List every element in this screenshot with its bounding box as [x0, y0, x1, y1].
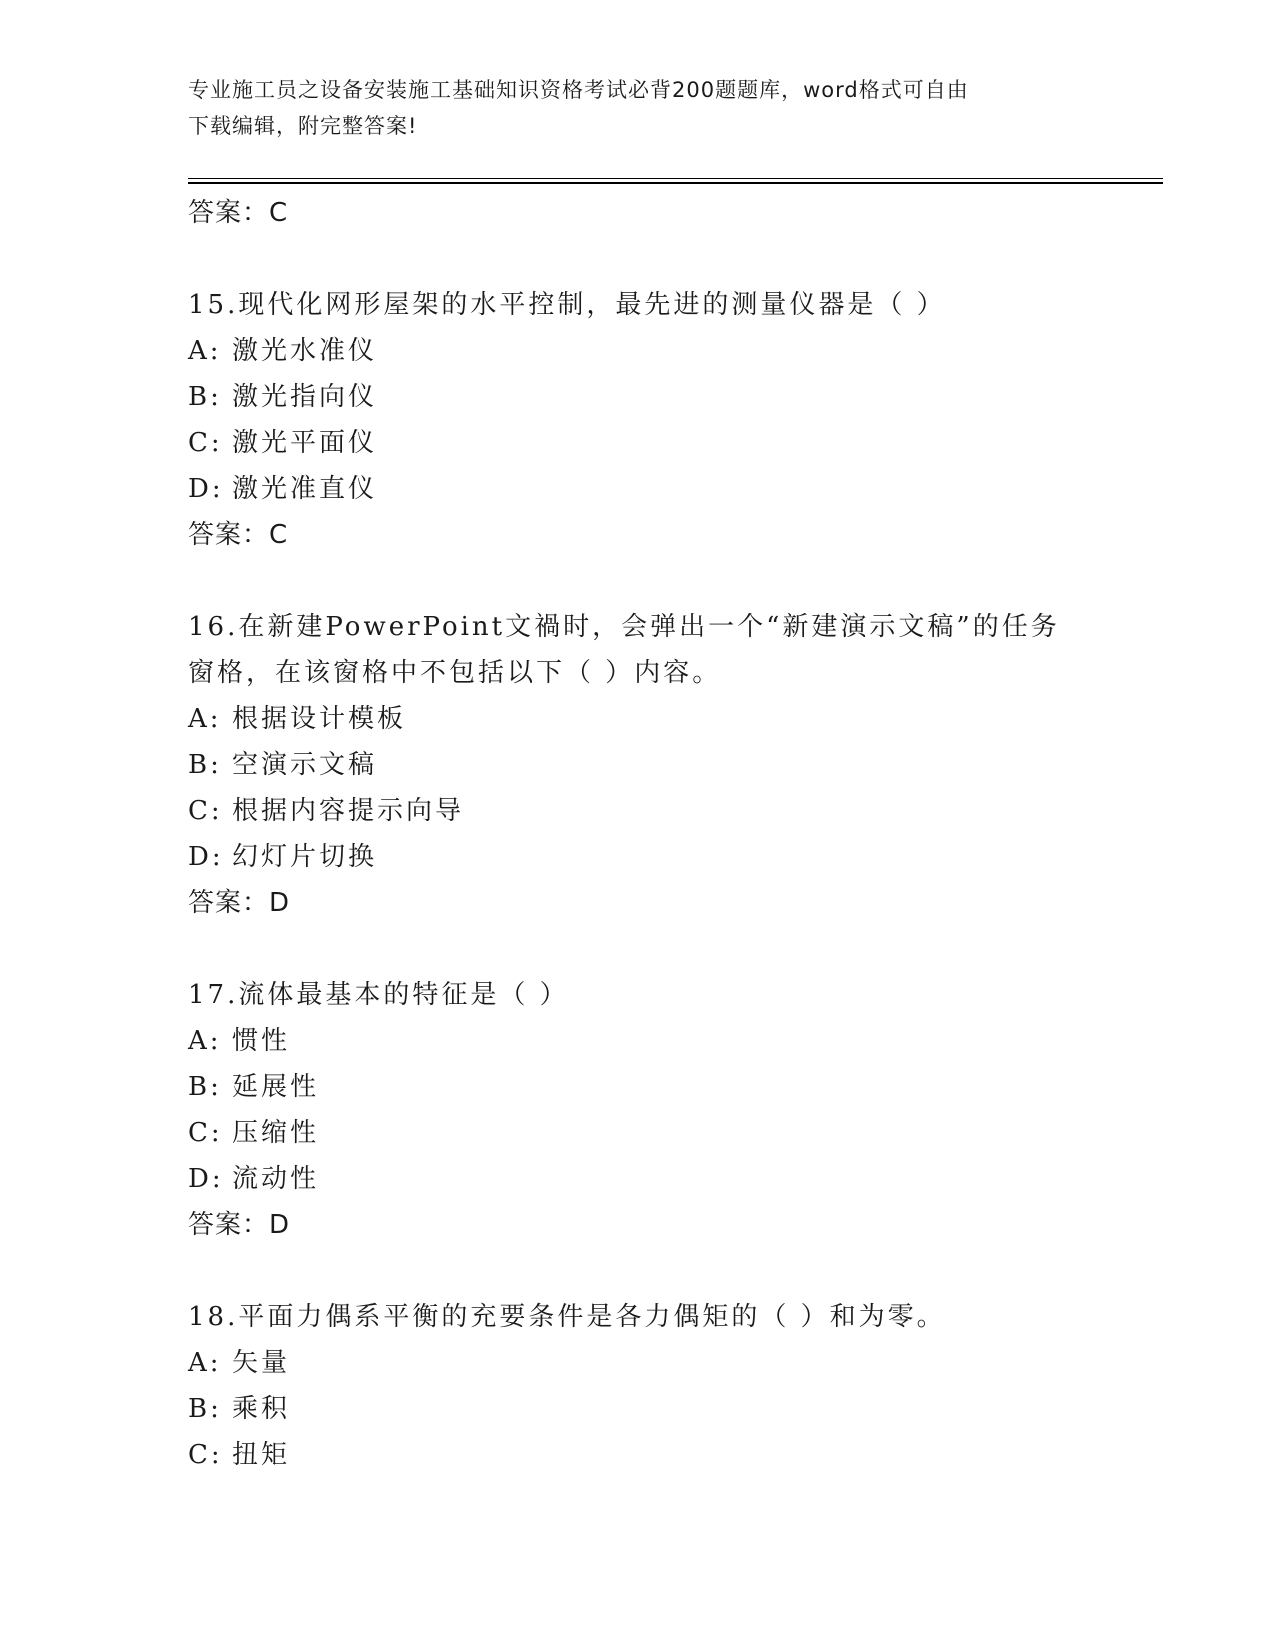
option-row: [188, 1386, 1163, 1432]
previous-answer: 答案：C: [188, 198, 289, 228]
option-row: [188, 1110, 1163, 1156]
header-line-1: 专业施工员之设备安装施工基础知识资格考试必背200题题库，word格式可自由: [188, 78, 969, 102]
option-text: 惯性: [232, 1026, 291, 1056]
spacer: [188, 558, 1163, 604]
question-stem: 15.现代化网形屋架的水平控制，最先进的测量仪器是（ ）: [188, 290, 946, 320]
option-row: [188, 374, 1163, 420]
question-block: [188, 1294, 1163, 1478]
option-text: 激光准直仪: [232, 474, 378, 504]
option-row: [188, 1432, 1163, 1478]
question-block: [188, 972, 1163, 1294]
option-label: D:: [188, 474, 224, 504]
question-block: [188, 604, 1163, 972]
option-label: A:: [188, 1026, 222, 1056]
header-rule-thin: [188, 178, 1163, 179]
option-row: [188, 834, 1163, 880]
option-label: C:: [188, 1440, 223, 1470]
option-label: C:: [188, 428, 223, 458]
spacer: [188, 236, 1163, 282]
option-label: B:: [188, 750, 222, 780]
option-text: 矢量: [232, 1348, 291, 1378]
option-row: [188, 1156, 1163, 1202]
option-label: C:: [188, 796, 223, 826]
option-row: [188, 1064, 1163, 1110]
option-text: 根据内容提示向导: [232, 796, 465, 826]
option-label: B:: [188, 1072, 222, 1102]
question-stem: 17.流体最基本的特征是（ ）: [188, 980, 569, 1010]
option-text: 扭矩: [232, 1440, 291, 1470]
option-label: B:: [188, 1394, 222, 1424]
option-label: A:: [188, 336, 222, 366]
option-text: 流动性: [232, 1164, 320, 1194]
option-row: [188, 1018, 1163, 1064]
option-text: 压缩性: [232, 1118, 320, 1148]
option-text: 乘积: [232, 1394, 291, 1424]
option-text: 激光水准仪: [232, 336, 378, 366]
question-block: [188, 282, 1163, 604]
option-row: [188, 466, 1163, 512]
answer-line: 答案：D: [188, 1210, 291, 1240]
header-line-2: 下载编辑，附完整答案!: [188, 114, 418, 138]
question-stem: 窗格，在该窗格中不包括以下（ ）内容。: [188, 658, 722, 688]
option-label: B:: [188, 382, 222, 412]
option-text: 根据设计模板: [232, 704, 407, 734]
option-text: 空演示文稿: [232, 750, 378, 780]
question-stem: 18.平面力偶系平衡的充要条件是各力偶矩的（ ）和为零。: [188, 1302, 946, 1332]
option-label: A:: [188, 1348, 222, 1378]
answer-line: 答案：D: [188, 888, 291, 918]
option-text: 延展性: [232, 1072, 320, 1102]
option-row: [188, 696, 1163, 742]
spacer: [188, 1248, 1163, 1294]
option-row: [188, 420, 1163, 466]
option-row: [188, 788, 1163, 834]
option-row: [188, 1340, 1163, 1386]
spacer: [188, 926, 1163, 972]
option-label: D:: [188, 1164, 224, 1194]
option-text: 激光平面仪: [232, 428, 378, 458]
option-text: 幻灯片切换: [232, 842, 378, 872]
question-stem: 16.在新建PowerPoint文禍时，会弹出一个“新建演示文稿”的任务: [188, 612, 1060, 642]
option-label: C:: [188, 1118, 223, 1148]
answer-line: 答案：C: [188, 520, 289, 550]
option-label: A:: [188, 704, 222, 734]
option-row: [188, 328, 1163, 374]
option-row: [188, 742, 1163, 788]
question-list: [188, 190, 1163, 1478]
document-header: [188, 72, 1088, 144]
header-rule-thick: [188, 182, 1163, 184]
option-label: D:: [188, 842, 224, 872]
option-text: 激光指向仪: [232, 382, 378, 412]
